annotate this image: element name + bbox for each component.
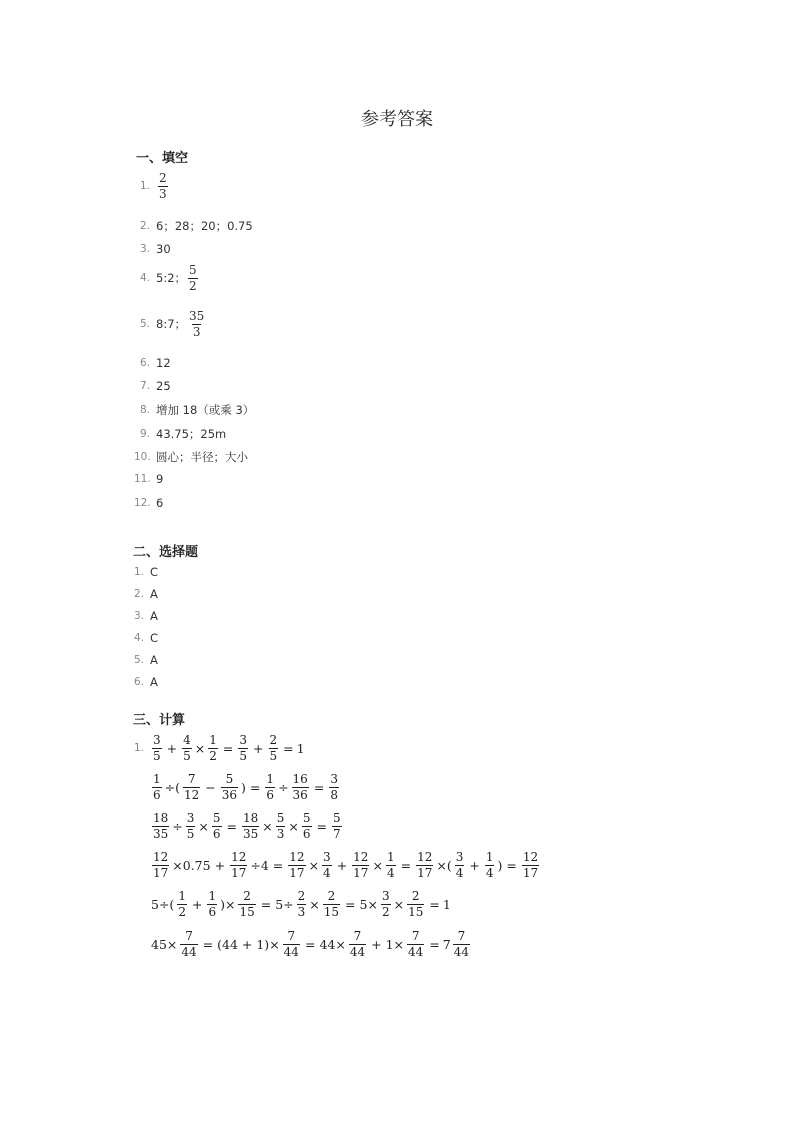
equals: = [429, 936, 440, 952]
result: 1 [296, 740, 305, 756]
equals: = [202, 936, 214, 952]
fraction: $\frac{5}{2}$ [189, 263, 197, 293]
item-number: 6. [139, 357, 150, 369]
section-choice-heading: 二、选择题 [133, 545, 199, 560]
item-number: 1. [133, 566, 144, 578]
item-number: 9. [139, 428, 150, 440]
choice-item-2 [128, 587, 158, 601]
item-number: 1. [133, 742, 144, 754]
term: 44× [319, 936, 346, 952]
equals: = [249, 779, 261, 795]
fraction: $\frac{12}{17}$ [231, 850, 247, 880]
equals: = [260, 896, 272, 912]
fraction: $\frac{1}{2}$ [178, 889, 186, 919]
fraction: $\frac{2}{15}$ [239, 889, 255, 919]
fill-item-9 [134, 426, 226, 442]
calc-item-number [128, 742, 150, 754]
fraction: $\frac{3}{2}$ [381, 889, 390, 919]
answer-text: A [150, 587, 158, 601]
operator: × [372, 857, 383, 873]
item-number: 11. [134, 473, 151, 485]
term: ÷4 [250, 857, 269, 873]
choice-item-4 [128, 631, 158, 645]
item-number: 5. [133, 654, 144, 666]
fraction: $\frac{7}{12}$ [184, 772, 200, 802]
fraction: $\frac{5}{36}$ [221, 772, 238, 802]
fraction: $\frac{7}{44}$ [349, 929, 366, 959]
item-number: 4. [133, 632, 144, 644]
item-number: 2. [133, 588, 144, 600]
choice-item-6 [128, 675, 158, 689]
answer-text: 9 [156, 472, 164, 486]
fraction: $\frac{18}{35}$ [153, 811, 169, 841]
fill-item-8 [134, 402, 254, 418]
operator: − [205, 779, 216, 795]
operator: ×( [436, 857, 452, 873]
section-calc-heading: 三、计算 [133, 713, 186, 728]
operator: + [469, 857, 480, 873]
answer-text: 30 [156, 242, 171, 256]
operator: × [198, 818, 209, 834]
equals: = [222, 740, 234, 756]
fraction: $\frac{7}{44}$ [408, 929, 424, 959]
fraction: $\frac{2}{15}$ [323, 889, 340, 919]
operator: × [393, 896, 405, 912]
item-number: 2. [139, 220, 150, 232]
answer-text: 12 [156, 356, 171, 370]
fraction: $\frac{5}{6}$ [302, 811, 311, 841]
fraction: $\frac{2}{15}$ [408, 889, 424, 919]
fill-item-5 [134, 310, 207, 338]
choice-item-1 [128, 565, 158, 579]
answer-text: A [150, 609, 158, 623]
fraction: $\frac{12}{17}$ [353, 850, 369, 880]
equals: = [313, 779, 325, 795]
choice-item-5 [128, 653, 158, 667]
answer-text: 6；28；20；0.75 [156, 219, 253, 233]
fraction: $\frac{7}{44}$ [181, 929, 197, 959]
fraction: $\frac{12}{17}$ [289, 850, 305, 880]
operator: × [288, 818, 299, 834]
fraction: $\frac{12}{17}$ [522, 850, 539, 880]
fraction: $\frac{3}{8}$ [330, 772, 338, 802]
item-number: 6. [133, 676, 144, 688]
equals: = [345, 896, 356, 912]
term: 5× [359, 896, 378, 912]
calc-line-3 [150, 812, 344, 840]
fraction: $\frac{4}{5}$ [183, 733, 191, 763]
item-number: 4. [139, 272, 150, 285]
section-fill-heading: 一、填空 [136, 151, 189, 166]
fraction: $\frac{3}{5}$ [186, 811, 195, 841]
item-number: 3. [139, 243, 150, 255]
item-number: 7. [139, 380, 150, 392]
answer-text: 43.75；25m [156, 427, 227, 441]
answer-text: C [150, 565, 159, 579]
item-number: 10. [134, 451, 151, 463]
operator: + [191, 896, 203, 912]
answer-text: C [150, 631, 159, 645]
fill-item-11 [134, 472, 163, 486]
equals: = [429, 896, 440, 912]
fraction: $\frac{3}{4}$ [455, 850, 464, 880]
operator: × [309, 896, 320, 912]
fill-item-6 [134, 356, 171, 370]
answer-text: 增加 18（或乘 3） [156, 403, 255, 417]
fraction: $\frac{3}{5}$ [239, 733, 248, 763]
fraction: $\frac{2}{3}$ [297, 889, 306, 919]
fraction: $\frac{5}{3}$ [276, 811, 285, 841]
fraction: $\frac{16}{36}$ [292, 772, 308, 802]
fraction: $\frac{3}{5}$ [153, 733, 161, 763]
operator: × [308, 857, 320, 873]
term: 5÷ [275, 896, 294, 912]
fraction: $\frac{35}{3}$ [189, 309, 205, 339]
fraction: $\frac{1}{4}$ [386, 850, 395, 880]
fraction: $\frac{1}{4}$ [485, 850, 494, 880]
fraction: $\frac{7}{44}$ [283, 929, 299, 959]
operator: + [336, 857, 348, 873]
fraction: $\frac{1}{2}$ [209, 733, 217, 763]
operator: ÷ [278, 779, 289, 795]
answer-text: 圆心；半径；大小 [156, 450, 248, 464]
fraction: $\frac{12}{17}$ [153, 850, 169, 880]
operator: + [253, 740, 264, 756]
calc-line-5 [150, 890, 451, 918]
operator: ÷ [172, 818, 183, 834]
fill-item-10 [134, 449, 248, 465]
calc-line-6 [150, 930, 472, 958]
operator: + [166, 740, 178, 756]
item-number: 5. [139, 318, 150, 331]
equals: = [506, 857, 517, 873]
calc-line-4 [150, 851, 541, 879]
answer-text: A [150, 653, 158, 667]
page-title: 参考答案 [361, 109, 433, 130]
calc-line-2 [150, 773, 341, 801]
term: 45× [151, 936, 178, 952]
equals: = [226, 818, 238, 834]
operator: ) [497, 857, 503, 873]
term: (44 + 1)× [217, 936, 280, 952]
answer-text: 8:7； [156, 317, 187, 332]
answer-text: 25 [156, 379, 171, 393]
fill-item-12 [134, 496, 163, 510]
operator: × [262, 818, 273, 834]
fraction: $\frac{1}{6}$ [208, 889, 217, 919]
fraction: $\frac{2}{3}$ [159, 171, 167, 201]
operator: ) [241, 779, 246, 795]
mixed-whole: 7 [442, 936, 451, 952]
equals: = [272, 857, 284, 873]
operator: × [194, 740, 206, 756]
operator: )× [220, 896, 236, 912]
fraction: $\frac{3}{4}$ [323, 850, 331, 880]
term: 5÷( [151, 896, 175, 912]
item-number: 1. [139, 180, 150, 193]
operator: + [214, 857, 226, 873]
fill-item-2 [134, 218, 253, 234]
calc-line-1 [150, 734, 305, 762]
fraction: $\frac{7}{44}$ [453, 929, 470, 959]
fill-item-4 [134, 264, 200, 292]
item-number: 8. [139, 404, 150, 416]
equals: = [283, 740, 294, 756]
equals: = [304, 936, 316, 952]
fraction: $\frac{2}{5}$ [269, 733, 278, 763]
term: 1× [385, 936, 405, 952]
operator: + [371, 936, 382, 952]
equals: = [316, 818, 328, 834]
equals: = [400, 857, 412, 873]
result: 1 [442, 896, 451, 912]
fraction: $\frac{1}{6}$ [266, 772, 275, 802]
term: ×0.75 [172, 857, 211, 873]
answer-text: 5:2； [156, 271, 187, 286]
answer-text: A [150, 675, 158, 689]
fraction: $\frac{5}{6}$ [212, 811, 221, 841]
fill-item-3 [134, 242, 171, 256]
fraction: $\frac{5}{7}$ [333, 811, 341, 841]
fraction: $\frac{18}{35}$ [243, 811, 259, 841]
item-number: 3. [133, 610, 144, 622]
item-number: 12. [134, 497, 151, 509]
fraction: $\frac{1}{6}$ [153, 772, 161, 802]
fill-item-1 [134, 172, 170, 200]
choice-item-3 [128, 609, 158, 623]
fraction: $\frac{12}{17}$ [417, 850, 433, 880]
operator: ÷( [164, 779, 180, 795]
answer-text: 6 [156, 496, 164, 510]
fill-item-7 [134, 379, 171, 393]
